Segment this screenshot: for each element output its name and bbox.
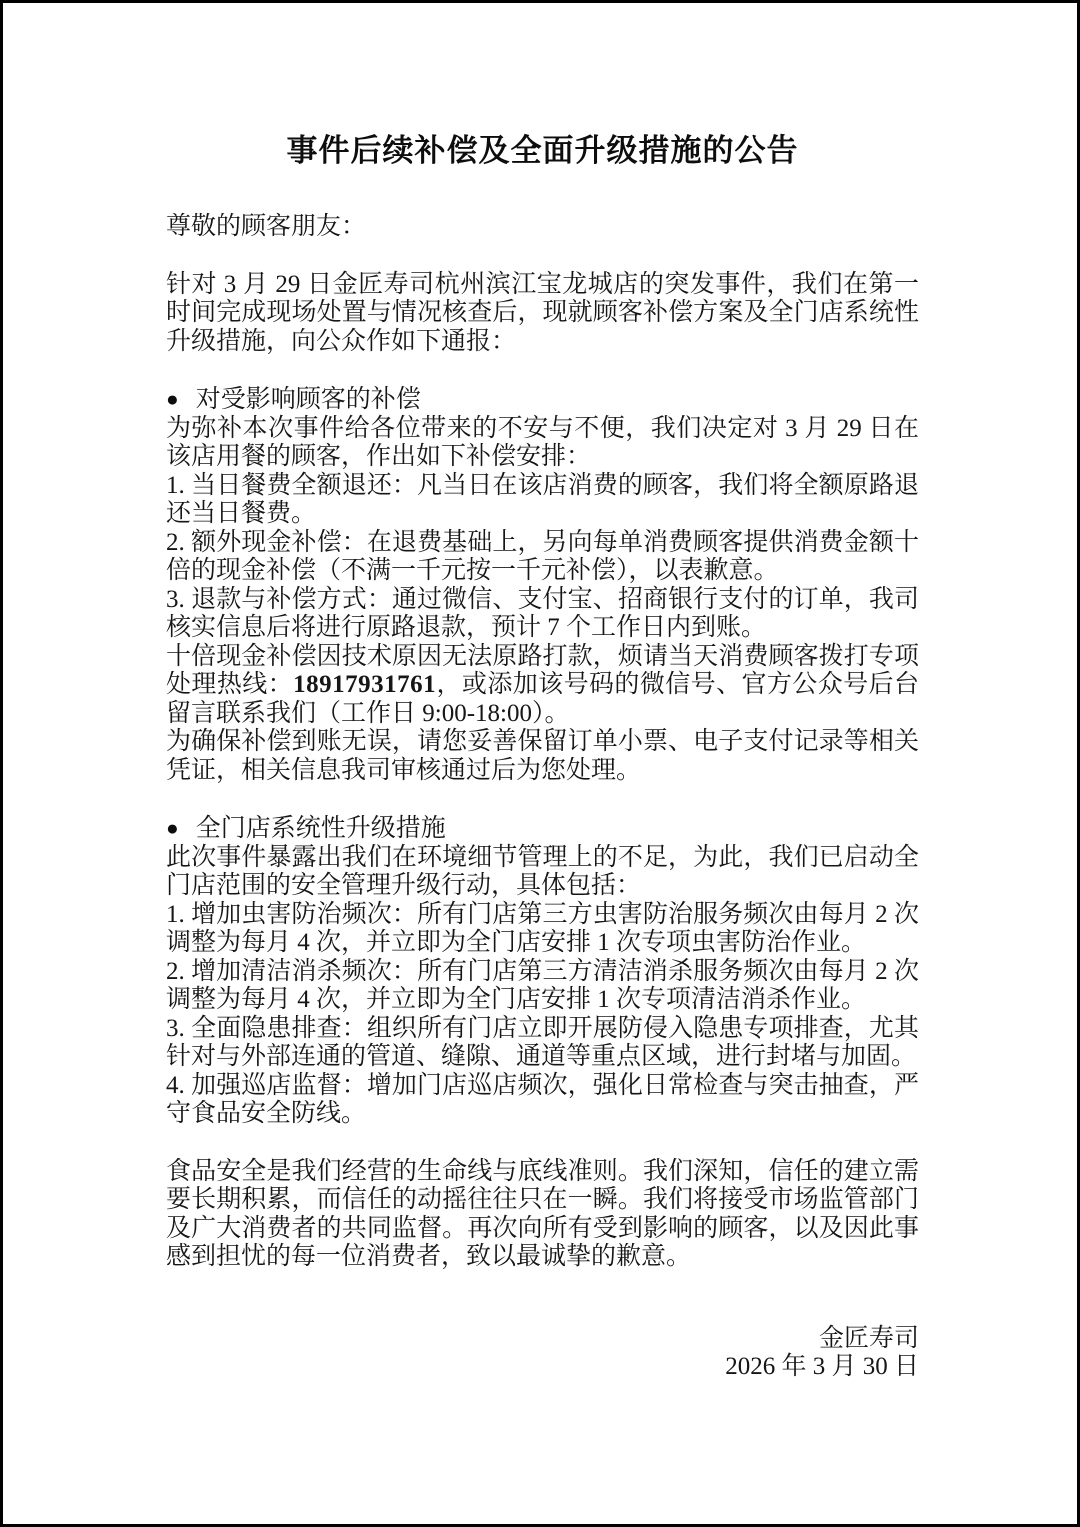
- upgrade-item-1: 1. 增加虫害防治频次：所有门店第三方虫害防治服务频次由每月 2 次调整为每月 4 次，并立即为全门店安排 1 次专项虫害防治作业。: [166, 900, 919, 956]
- signature-block: [166, 1325, 919, 1382]
- hotline-text-after: ，或添加该号码的微信号、官方公众号后台留言联系我们（工作日 9:00-18:00）。: [166, 671, 919, 727]
- section-customer-compensation: [166, 385, 919, 785]
- section-heading-text: 全门店系统性升级措施: [195, 815, 446, 842]
- compensation-item-2: 2. 额外现金补偿：在退费基础上，另向每单消费顾客提供消费金额十倍的现金补偿（不满一千元按一千元补偿），以表歉意。: [166, 528, 919, 584]
- hotline-text-before: 十倍现金补偿因技术原因无法原路打款，烦请当天消费顾客拨打专项处理热线：: [166, 642, 919, 698]
- bullet-icon: ●: [166, 816, 179, 840]
- page-title: 事件后续补偿及全面升级措施的公告: [286, 133, 799, 168]
- section-heading: [166, 385, 919, 415]
- closing-paragraph: 食品安全是我们经营的生命线与底线准则。我们深知，信任的建立需要长期积累，而信任的动摇往往只在一瞬。我们将接受市场监管部门及广大消费者的共同监督。再次向所有受到影响的顾客，以及因此事感到担忧的每一位消费者，致以最诚挚的歉意。: [166, 1157, 919, 1270]
- signature-company: 金匠寿司: [818, 1324, 919, 1352]
- compensation-note: 为确保补偿到账无误，请您妥善保留订单小票、电子支付记录等相关凭证，相关信息我司审核通过后为您处理。: [166, 728, 919, 784]
- compensation-item-1: 1. 当日餐费全额退还：凡当日在该店消费的顾客，我们将全额原路退还当日餐费。: [166, 471, 919, 527]
- upgrade-item-4: 4. 加强巡店监督：增加门店巡店频次，强化日常检查与突击抽查，严守食品安全防线。: [166, 1071, 919, 1127]
- bullet-icon: ●: [166, 387, 179, 411]
- compensation-item-3: 3. 退款与补偿方式：通过微信、支付宝、招商银行支付的订单，我司核实信息后将进行原路退款，预计 7 个工作日内到账。: [166, 585, 919, 641]
- upgrade-item-3: 3. 全面隐患排查：组织所有门店立即开展防侵入隐患专项排查，尤其针对与外部连通的管道、缝隙、通道等重点区域，进行封堵与加固。: [166, 1014, 919, 1070]
- section-heading-text: 对受影响顾客的补偿: [195, 386, 421, 413]
- intro-paragraph: 针对 3 月 29 日金匠寿司杭州滨江宝龙城店的突发事件，我们在第一时间完成现场处置与情况核查后，现就顾客补偿方案及全门店系统性升级措施，向公众作如下通报：: [166, 270, 919, 355]
- section-store-upgrade: [166, 814, 919, 1129]
- section-lead: 为弥补本次事件给各位带来的不安与不便，我们决定对 3 月 29 日在该店用餐的顾客，作出如下补偿安排：: [166, 414, 919, 470]
- greeting: 尊敬的顾客朋友：: [166, 213, 367, 240]
- hotline-paragraph: [166, 643, 919, 729]
- section-heading: [166, 814, 919, 844]
- upgrade-item-2: 2. 增加清洁消杀频次：所有门店第三方清洁消杀服务频次由每月 2 次调整为每月 4 次，并立即为全门店安排 1 次专项清洁消杀作业。: [166, 957, 919, 1013]
- hotline-phone-number: 18917931761: [293, 671, 437, 698]
- signature-date: 2026 年 3 月 30 日: [725, 1353, 919, 1380]
- section-lead: 此次事件暴露出我们在环境细节管理上的不足，为此，我们已启动全门店范围的安全管理升级行动，具体包括：: [166, 843, 919, 899]
